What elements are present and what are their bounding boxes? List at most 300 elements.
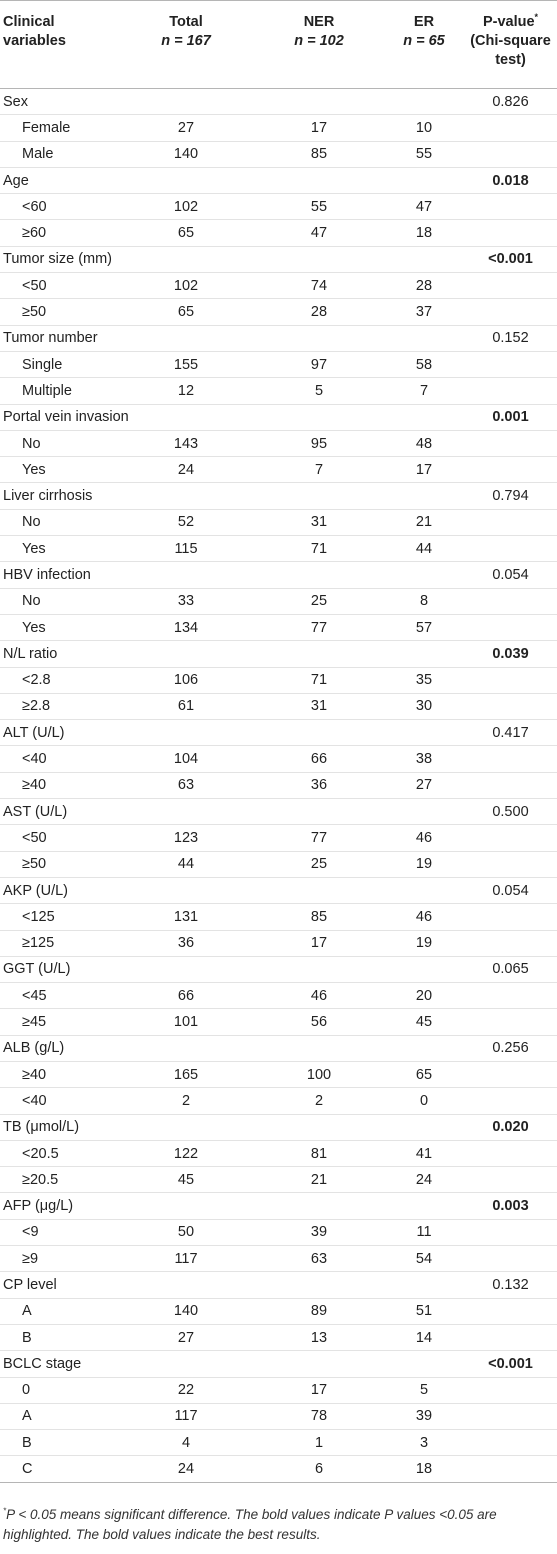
table-group-row [0, 1193, 557, 1219]
cell-variable: Female [0, 115, 118, 141]
table-subrow [0, 1009, 557, 1035]
cell-er: 65 [384, 1061, 464, 1087]
cell-variable: 0 [0, 1377, 118, 1403]
cell-ner: 85 [254, 141, 384, 167]
table-group-row [0, 720, 557, 746]
cell-p-value [464, 536, 557, 562]
cell-er: 0 [384, 1088, 464, 1114]
cell-variable: Male [0, 141, 118, 167]
cell-p-value [464, 1377, 557, 1403]
cell-p-value [464, 1167, 557, 1193]
cell-ner: 5 [254, 378, 384, 404]
cell-er: 37 [384, 299, 464, 325]
cell-total: 52 [118, 509, 254, 535]
cell-p-value [464, 930, 557, 956]
table-subrow [0, 457, 557, 483]
cell-ner: 21 [254, 1167, 384, 1193]
cell-total: 102 [118, 273, 254, 299]
cell-total: 117 [118, 1403, 254, 1429]
table-subrow [0, 351, 557, 377]
cell-total: 102 [118, 194, 254, 220]
table-group-row [0, 246, 557, 272]
cell-p-value [464, 115, 557, 141]
cell-variable: GGT (U/L) [0, 956, 118, 982]
cell-ner [254, 799, 384, 825]
cell-total: 27 [118, 115, 254, 141]
table-subrow [0, 851, 557, 877]
cell-p-value [464, 1430, 557, 1456]
cell-p-value: 0.152 [464, 325, 557, 351]
table-group-row [0, 1114, 557, 1140]
cell-variable: AST (U/L) [0, 799, 118, 825]
cell-total: 104 [118, 746, 254, 772]
table-subrow [0, 1324, 557, 1350]
cell-er [384, 167, 464, 193]
cell-er: 30 [384, 693, 464, 719]
cell-er [384, 1272, 464, 1298]
table-subrow [0, 1403, 557, 1429]
cell-ner [254, 167, 384, 193]
cell-total: 115 [118, 536, 254, 562]
cell-total: 24 [118, 457, 254, 483]
cell-ner: 89 [254, 1298, 384, 1324]
header-er-n: n = 65 [403, 33, 445, 49]
cell-ner [254, 1193, 384, 1219]
table-group-row [0, 562, 557, 588]
cell-total: 33 [118, 588, 254, 614]
cell-p-value: 0.794 [464, 483, 557, 509]
cell-er: 3 [384, 1430, 464, 1456]
cell-variable: No [0, 509, 118, 535]
cell-p-value [464, 378, 557, 404]
cell-variable: HBV infection [0, 562, 118, 588]
cell-ner: 47 [254, 220, 384, 246]
cell-total [118, 167, 254, 193]
cell-p-value [464, 141, 557, 167]
cell-variable: ≥50 [0, 851, 118, 877]
header-total-n: n = 167 [161, 33, 211, 49]
cell-variable: <125 [0, 904, 118, 930]
cell-er: 39 [384, 1403, 464, 1429]
cell-ner: 13 [254, 1324, 384, 1350]
cell-total: 27 [118, 1324, 254, 1350]
cell-er: 55 [384, 141, 464, 167]
cell-variable: Portal vein invasion [0, 404, 118, 430]
cell-variable: BCLC stage [0, 1351, 118, 1377]
cell-ner: 56 [254, 1009, 384, 1035]
cell-total: 143 [118, 430, 254, 456]
cell-ner: 7 [254, 457, 384, 483]
table-group-row [0, 956, 557, 982]
cell-p-value: 0.054 [464, 562, 557, 588]
cell-ner: 17 [254, 930, 384, 956]
cell-total: 106 [118, 667, 254, 693]
cell-total: 2 [118, 1088, 254, 1114]
table-subrow [0, 588, 557, 614]
table-subrow [0, 1246, 557, 1272]
cell-er [384, 720, 464, 746]
cell-total: 4 [118, 1430, 254, 1456]
table-subrow [0, 1219, 557, 1245]
header-p-value [464, 1, 557, 89]
cell-er [384, 89, 464, 115]
cell-variable: <20.5 [0, 1140, 118, 1166]
cell-p-value [464, 1324, 557, 1350]
table-group-row [0, 1272, 557, 1298]
cell-total: 117 [118, 1246, 254, 1272]
cell-ner: 74 [254, 273, 384, 299]
cell-ner: 6 [254, 1456, 384, 1482]
cell-ner: 66 [254, 746, 384, 772]
cell-total: 36 [118, 930, 254, 956]
cell-total: 44 [118, 851, 254, 877]
cell-er: 18 [384, 220, 464, 246]
cell-ner: 17 [254, 1377, 384, 1403]
table-group-row [0, 89, 557, 115]
header-p-test: (Chi-square test) [470, 33, 551, 68]
cell-p-value [464, 983, 557, 1009]
table-subrow [0, 378, 557, 404]
table-subrow [0, 825, 557, 851]
header-ner-label: NER [303, 14, 335, 30]
cell-p-value [464, 904, 557, 930]
cell-er: 19 [384, 851, 464, 877]
cell-ner: 31 [254, 509, 384, 535]
cell-p-value: 0.500 [464, 799, 557, 825]
cell-er [384, 246, 464, 272]
cell-p-value [464, 1009, 557, 1035]
cell-p-value [464, 588, 557, 614]
table-subrow [0, 693, 557, 719]
table-subrow [0, 983, 557, 1009]
cell-er: 58 [384, 351, 464, 377]
cell-p-value [464, 1246, 557, 1272]
cell-ner: 46 [254, 983, 384, 1009]
cell-variable: <40 [0, 1088, 118, 1114]
header-er-label: ER [413, 14, 435, 30]
cell-er [384, 483, 464, 509]
cell-p-value [464, 746, 557, 772]
table-group-row [0, 404, 557, 430]
cell-variable: AFP (μg/L) [0, 1193, 118, 1219]
cell-p-value [464, 1456, 557, 1482]
cell-p-value [464, 667, 557, 693]
cell-total [118, 483, 254, 509]
table-subrow [0, 509, 557, 535]
cell-p-value [464, 194, 557, 220]
cell-total: 122 [118, 1140, 254, 1166]
cell-variable: ≥40 [0, 1061, 118, 1087]
table-subrow [0, 299, 557, 325]
cell-variable: Tumor number [0, 325, 118, 351]
table-subrow [0, 1140, 557, 1166]
table-subrow [0, 194, 557, 220]
table-subrow [0, 1088, 557, 1114]
cell-ner [254, 1351, 384, 1377]
cell-variable: No [0, 588, 118, 614]
cell-variable: Liver cirrhosis [0, 483, 118, 509]
cell-p-value [464, 457, 557, 483]
footnote-mark: * [3, 1506, 7, 1516]
cell-variable: Single [0, 351, 118, 377]
cell-er: 54 [384, 1246, 464, 1272]
table-subrow [0, 536, 557, 562]
cell-variable: <60 [0, 194, 118, 220]
cell-p-value [464, 1088, 557, 1114]
table-subrow [0, 930, 557, 956]
cell-variable: <40 [0, 746, 118, 772]
table-subrow [0, 772, 557, 798]
cell-er [384, 1351, 464, 1377]
cell-p-value [464, 430, 557, 456]
footnote-text: P < 0.05 means significant difference. The bold values indicate P values <0.05 are highlighted. The bold values indicate the best results. [3, 1507, 497, 1542]
cell-variable: ≥2.8 [0, 693, 118, 719]
cell-p-value: <0.001 [464, 246, 557, 272]
cell-total: 123 [118, 825, 254, 851]
cell-p-value [464, 825, 557, 851]
cell-er: 11 [384, 1219, 464, 1245]
cell-variable: Sex [0, 89, 118, 115]
cell-er: 8 [384, 588, 464, 614]
cell-ner: 31 [254, 693, 384, 719]
cell-er: 46 [384, 825, 464, 851]
cell-total [118, 641, 254, 667]
cell-er: 19 [384, 930, 464, 956]
table-subrow [0, 614, 557, 640]
cell-p-value: 0.001 [464, 404, 557, 430]
table-subrow [0, 1456, 557, 1482]
cell-p-value [464, 1061, 557, 1087]
cell-total [118, 404, 254, 430]
table-subrow [0, 430, 557, 456]
cell-variable: Multiple [0, 378, 118, 404]
cell-variable: CP level [0, 1272, 118, 1298]
cell-total: 61 [118, 693, 254, 719]
cell-p-value [464, 851, 557, 877]
cell-total: 65 [118, 220, 254, 246]
table-subrow [0, 220, 557, 246]
cell-p-value: 0.826 [464, 89, 557, 115]
cell-ner: 77 [254, 825, 384, 851]
cell-variable: C [0, 1456, 118, 1482]
cell-er: 47 [384, 194, 464, 220]
cell-er: 27 [384, 772, 464, 798]
cell-er: 24 [384, 1167, 464, 1193]
table-group-row [0, 877, 557, 903]
cell-ner [254, 720, 384, 746]
cell-total: 131 [118, 904, 254, 930]
cell-er [384, 325, 464, 351]
cell-total [118, 877, 254, 903]
cell-ner: 77 [254, 614, 384, 640]
cell-ner: 81 [254, 1140, 384, 1166]
cell-total [118, 562, 254, 588]
header-ner-n: n = 102 [294, 33, 344, 49]
cell-total: 134 [118, 614, 254, 640]
cell-ner: 28 [254, 299, 384, 325]
cell-er: 5 [384, 1377, 464, 1403]
cell-ner: 39 [254, 1219, 384, 1245]
table-subrow [0, 1061, 557, 1087]
table-group-row [0, 167, 557, 193]
cell-ner: 36 [254, 772, 384, 798]
cell-p-value: 0.417 [464, 720, 557, 746]
cell-ner [254, 562, 384, 588]
cell-total: 101 [118, 1009, 254, 1035]
cell-er [384, 877, 464, 903]
cell-total: 24 [118, 1456, 254, 1482]
cell-total [118, 1351, 254, 1377]
cell-ner [254, 89, 384, 115]
cell-er [384, 1193, 464, 1219]
header-total [118, 1, 254, 89]
cell-er [384, 1035, 464, 1061]
cell-ner: 78 [254, 1403, 384, 1429]
cell-p-value [464, 772, 557, 798]
cell-total: 165 [118, 1061, 254, 1087]
cell-ner [254, 404, 384, 430]
cell-total: 66 [118, 983, 254, 1009]
cell-ner: 97 [254, 351, 384, 377]
cell-er: 48 [384, 430, 464, 456]
cell-variable: ≥60 [0, 220, 118, 246]
cell-ner: 2 [254, 1088, 384, 1114]
table-group-row [0, 1351, 557, 1377]
cell-total [118, 799, 254, 825]
cell-ner [254, 1114, 384, 1140]
cell-p-value: 0.054 [464, 877, 557, 903]
cell-p-value [464, 1403, 557, 1429]
cell-variable: ≥40 [0, 772, 118, 798]
table-group-row [0, 799, 557, 825]
cell-variable: ≥125 [0, 930, 118, 956]
cell-variable: ≥50 [0, 299, 118, 325]
cell-variable: Tumor size (mm) [0, 246, 118, 272]
cell-p-value: 0.020 [464, 1114, 557, 1140]
cell-variable: N/L ratio [0, 641, 118, 667]
cell-ner [254, 246, 384, 272]
cell-variable: <50 [0, 825, 118, 851]
cell-p-value [464, 693, 557, 719]
cell-total [118, 1193, 254, 1219]
cell-variable: ALT (U/L) [0, 720, 118, 746]
cell-total: 140 [118, 1298, 254, 1324]
cell-p-value: 0.018 [464, 167, 557, 193]
table-group-row [0, 1035, 557, 1061]
table-subrow [0, 1298, 557, 1324]
cell-ner: 1 [254, 1430, 384, 1456]
cell-total [118, 956, 254, 982]
cell-p-value: <0.001 [464, 1351, 557, 1377]
cell-variable: Yes [0, 614, 118, 640]
table-subrow [0, 746, 557, 772]
cell-total [118, 325, 254, 351]
cell-ner [254, 956, 384, 982]
cell-variable: <9 [0, 1219, 118, 1245]
cell-total: 45 [118, 1167, 254, 1193]
cell-total [118, 89, 254, 115]
cell-er: 28 [384, 273, 464, 299]
cell-er: 17 [384, 457, 464, 483]
cell-er [384, 799, 464, 825]
cell-er: 44 [384, 536, 464, 562]
table-body [0, 89, 557, 1483]
cell-variable: <2.8 [0, 667, 118, 693]
cell-p-value [464, 351, 557, 377]
cell-variable: B [0, 1324, 118, 1350]
cell-total: 12 [118, 378, 254, 404]
cell-variable: A [0, 1298, 118, 1324]
cell-total: 155 [118, 351, 254, 377]
cell-er: 41 [384, 1140, 464, 1166]
cell-p-value [464, 273, 557, 299]
cell-total [118, 246, 254, 272]
cell-total [118, 1272, 254, 1298]
cell-variable: ≥9 [0, 1246, 118, 1272]
cell-er [384, 641, 464, 667]
header-er [384, 1, 464, 89]
cell-total: 63 [118, 772, 254, 798]
cell-ner: 71 [254, 667, 384, 693]
cell-variable: ALB (g/L) [0, 1035, 118, 1061]
table-subrow [0, 1167, 557, 1193]
cell-ner [254, 641, 384, 667]
cell-er: 21 [384, 509, 464, 535]
table-footnote [3, 1505, 551, 1545]
cell-ner [254, 483, 384, 509]
cell-p-value: 0.256 [464, 1035, 557, 1061]
cell-total: 65 [118, 299, 254, 325]
cell-er: 14 [384, 1324, 464, 1350]
cell-p-value: 0.003 [464, 1193, 557, 1219]
cell-total [118, 1114, 254, 1140]
cell-variable: Yes [0, 536, 118, 562]
cell-p-value [464, 299, 557, 325]
cell-p-value [464, 614, 557, 640]
cell-total: 140 [118, 141, 254, 167]
table-subrow [0, 667, 557, 693]
cell-p-value [464, 1219, 557, 1245]
cell-ner: 17 [254, 115, 384, 141]
cell-ner: 25 [254, 851, 384, 877]
cell-variable: Yes [0, 457, 118, 483]
cell-ner [254, 1035, 384, 1061]
table-subrow [0, 115, 557, 141]
cell-ner: 25 [254, 588, 384, 614]
cell-ner: 55 [254, 194, 384, 220]
cell-variable: ≥45 [0, 1009, 118, 1035]
cell-p-value: 0.065 [464, 956, 557, 982]
cell-er: 10 [384, 115, 464, 141]
table-subrow [0, 141, 557, 167]
cell-variable: B [0, 1430, 118, 1456]
cell-total: 22 [118, 1377, 254, 1403]
cell-total [118, 720, 254, 746]
header-clinical-variables [0, 1, 118, 89]
header-ner [254, 1, 384, 89]
cell-p-value [464, 220, 557, 246]
cell-ner: 85 [254, 904, 384, 930]
cell-er: 35 [384, 667, 464, 693]
cell-ner: 71 [254, 536, 384, 562]
cell-variable: ≥20.5 [0, 1167, 118, 1193]
cell-er: 20 [384, 983, 464, 1009]
cell-variable: No [0, 430, 118, 456]
cell-variable: AKP (U/L) [0, 877, 118, 903]
cell-er [384, 404, 464, 430]
table-subrow [0, 904, 557, 930]
cell-variable: Age [0, 167, 118, 193]
